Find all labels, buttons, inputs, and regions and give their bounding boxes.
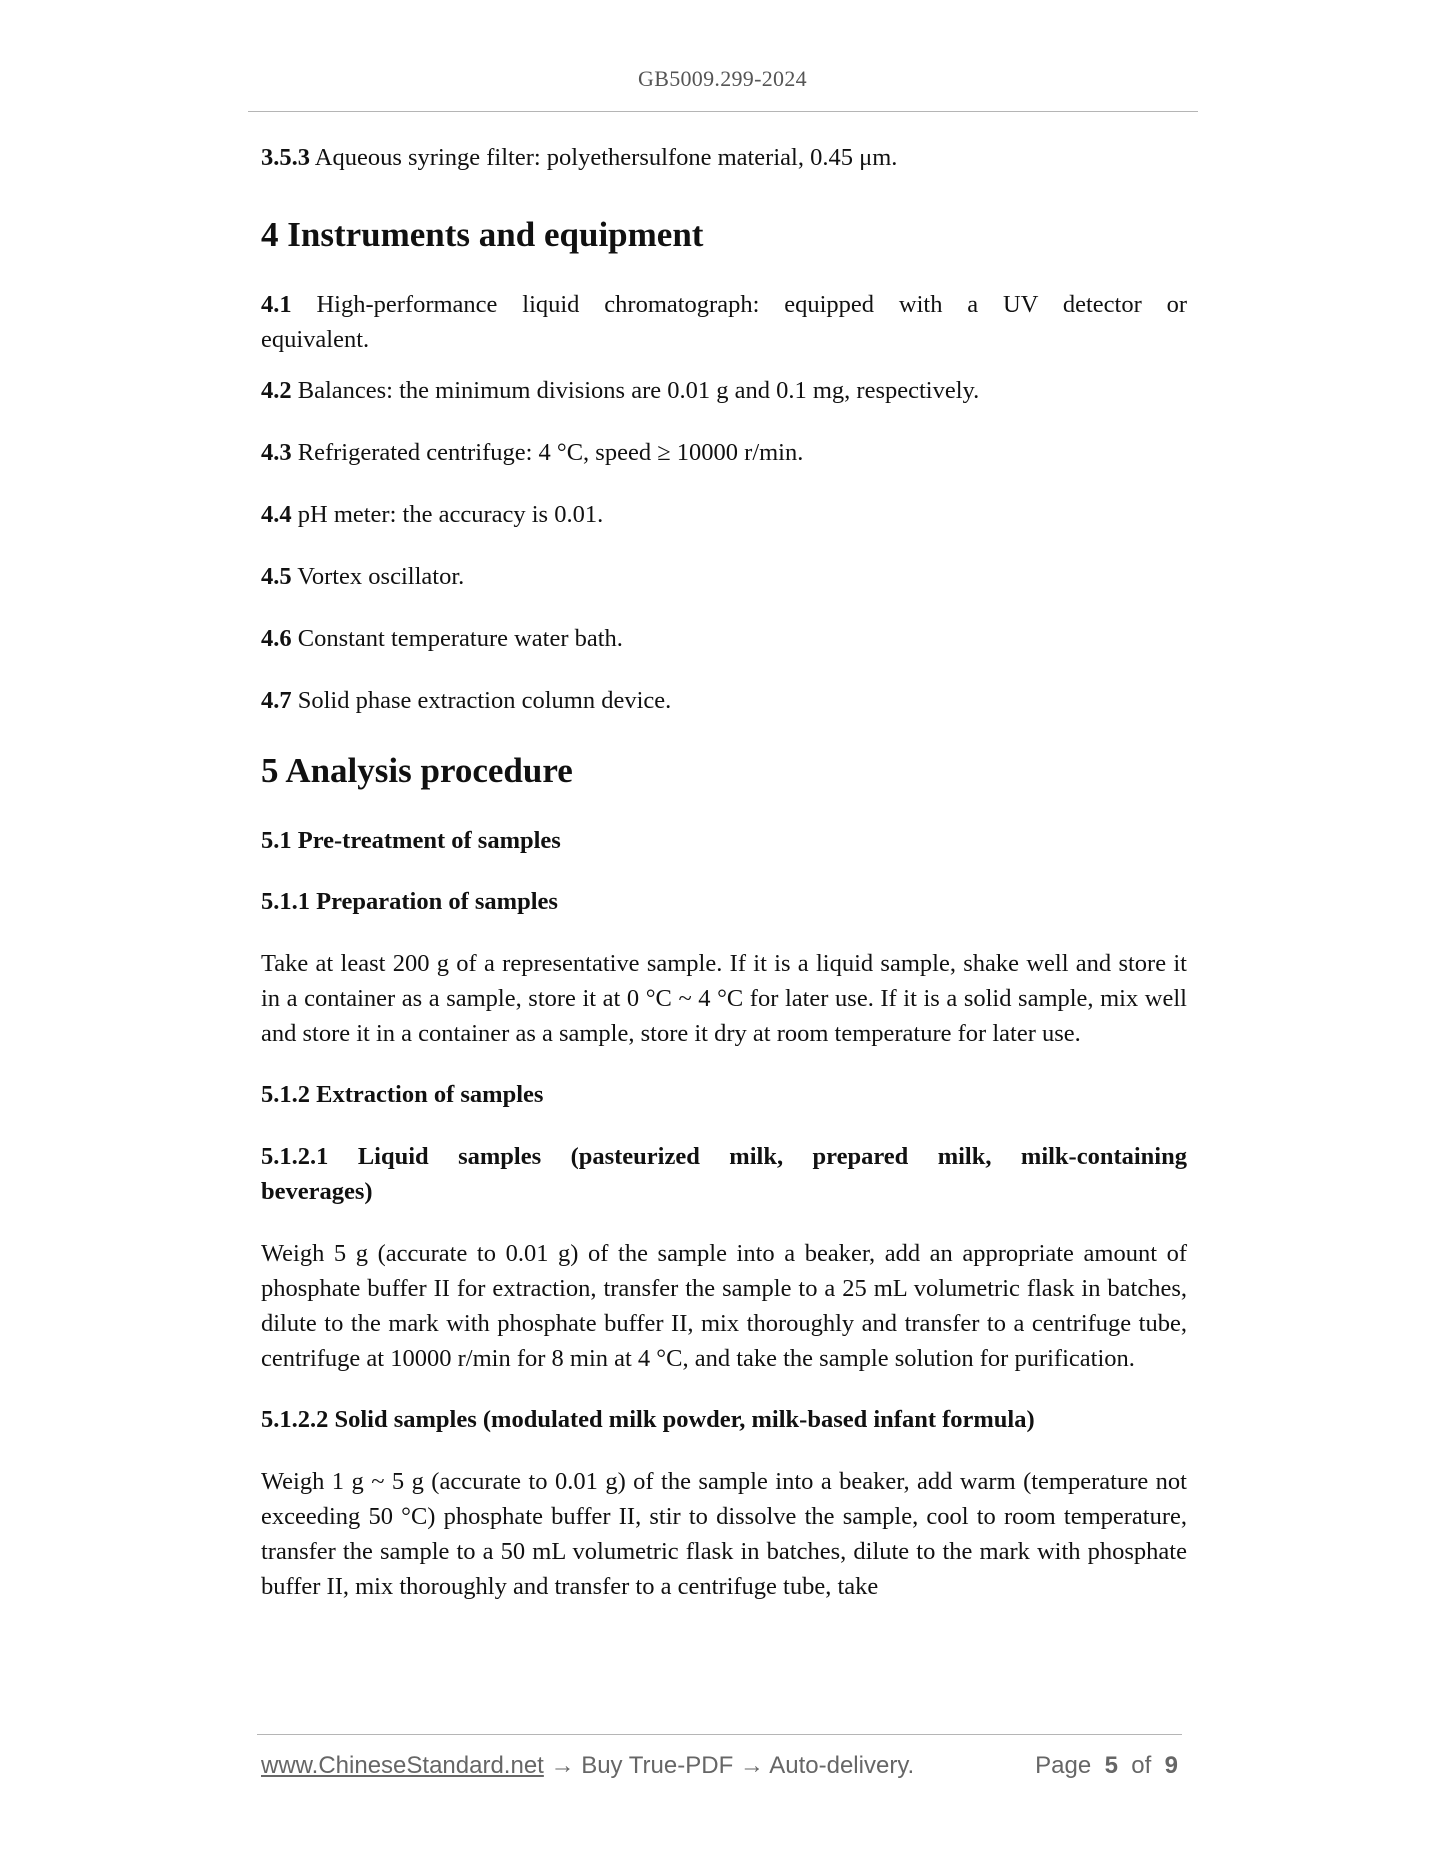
heading-5-1: 5.1 Pre-treatment of samples (261, 827, 561, 854)
heading-instruments: 4 Instruments and equipment (261, 215, 704, 254)
clause-number: 4.4 (261, 501, 292, 528)
clause-text: Vortex oscillator. (291, 563, 465, 590)
clause-number: 4.7 (261, 687, 292, 714)
buy-true-pdf-link[interactable]: Buy True-PDF (581, 1752, 734, 1779)
para-3-5-3 (261, 140, 1187, 175)
clause-text: Balances: the minimum divisions are 0.01 g and 0.1 mg, respectively. (291, 377, 980, 404)
clause-text: Aqueous syringe filter: polyethersulfone material, 0.45 μm. (310, 144, 898, 171)
clause-text: pH meter: the accuracy is 0.01. (291, 501, 604, 528)
heading-analysis-procedure: 5 Analysis procedure (261, 751, 573, 790)
footer-divider (257, 1734, 1182, 1735)
website-link[interactable]: www.ChineseStandard.net (261, 1752, 544, 1779)
heading-5-1-2-1: 5.1.2.1 Liquid samples (pasteurized milk, prepared milk, milk-containing beverages) (261, 1143, 1187, 1205)
page-footer (261, 1752, 1181, 1782)
para-4-1 (261, 287, 1187, 357)
footer-promo (261, 1752, 914, 1780)
page-body (261, 140, 1187, 1604)
para-4-5 (261, 559, 1187, 594)
header-divider (248, 111, 1198, 112)
arrow-right-icon: → (550, 1752, 575, 1779)
clause-text: Solid phase extraction column device. (291, 687, 672, 714)
heading-5-1-2-2: 5.1.2.2 Solid samples (modulated milk powder, milk-based infant formula) (261, 1406, 1035, 1433)
clause-number: 4.5 (261, 563, 292, 590)
clause-text: High-performance liquid chromatograph: equipped with a UV detector or equivalent. (261, 291, 1187, 353)
current-page: 5 (1104, 1752, 1118, 1779)
clause-number: 4.1 (261, 291, 292, 318)
clause-number: 4.6 (261, 625, 292, 652)
clause-text: Refrigerated centrifuge: 4 °C, speed ≥ 10000 r/min. (291, 439, 804, 466)
heading-5-1-2: 5.1.2 Extraction of samples (261, 1081, 544, 1108)
para-5-1-1: Take at least 200 g of a representative sample. If it is a liquid sample, shake well and store it in a container as a sample, store it at 0 °C ~ 4 °C for later use. If it is a solid sample, mix well and store it in a container as a sample, store it dry at room temperature for later use. (261, 950, 1187, 1047)
clause-number: 4.3 (261, 439, 292, 466)
para-4-6 (261, 621, 1187, 656)
para-5-1-2-2: Weigh 1 g ~ 5 g (accurate to 0.01 g) of the sample into a beaker, add warm (temperature not exceeding 50 °C) phosphate buffer II, stir to dissolve the sample, cool to room temperature, transfer the sample to a 50 mL volumetric flask in batches, dilute to the mark with phosphate buffer II, mix thoroughly and transfer to a centrifuge tube, take (261, 1468, 1187, 1600)
para-4-2 (261, 373, 1187, 408)
heading-5-1-1: 5.1.1 Preparation of samples (261, 888, 558, 915)
clause-number: 3.5.3 (261, 144, 310, 171)
para-4-3 (261, 435, 1187, 470)
para-4-7 (261, 683, 1187, 718)
page-label: Page (1035, 1752, 1092, 1779)
of-label: of (1131, 1752, 1152, 1779)
auto-delivery-text: Auto-delivery. (769, 1752, 915, 1779)
para-5-1-2-1: Weigh 5 g (accurate to 0.01 g) of the sample into a beaker, add an appropriate amount of phosphate buffer II for extraction, transfer the sample to a 25 mL volumetric flask in batches, dilute to the mark with phosphate buffer II, mix thoroughly and transfer to a centrifuge tube, centrifuge at 10000 r/min for 8 min at 4 °C, and take the sample solution for purification. (261, 1240, 1187, 1372)
total-pages: 9 (1164, 1752, 1178, 1779)
clause-text: Constant temperature water bath. (291, 625, 623, 652)
arrow-right-icon: → (739, 1752, 764, 1779)
clause-number: 4.2 (261, 377, 292, 404)
page-header: GB5009.299-2024 (638, 66, 807, 91)
page-indicator (1035, 1752, 1178, 1780)
para-4-4 (261, 497, 1187, 532)
